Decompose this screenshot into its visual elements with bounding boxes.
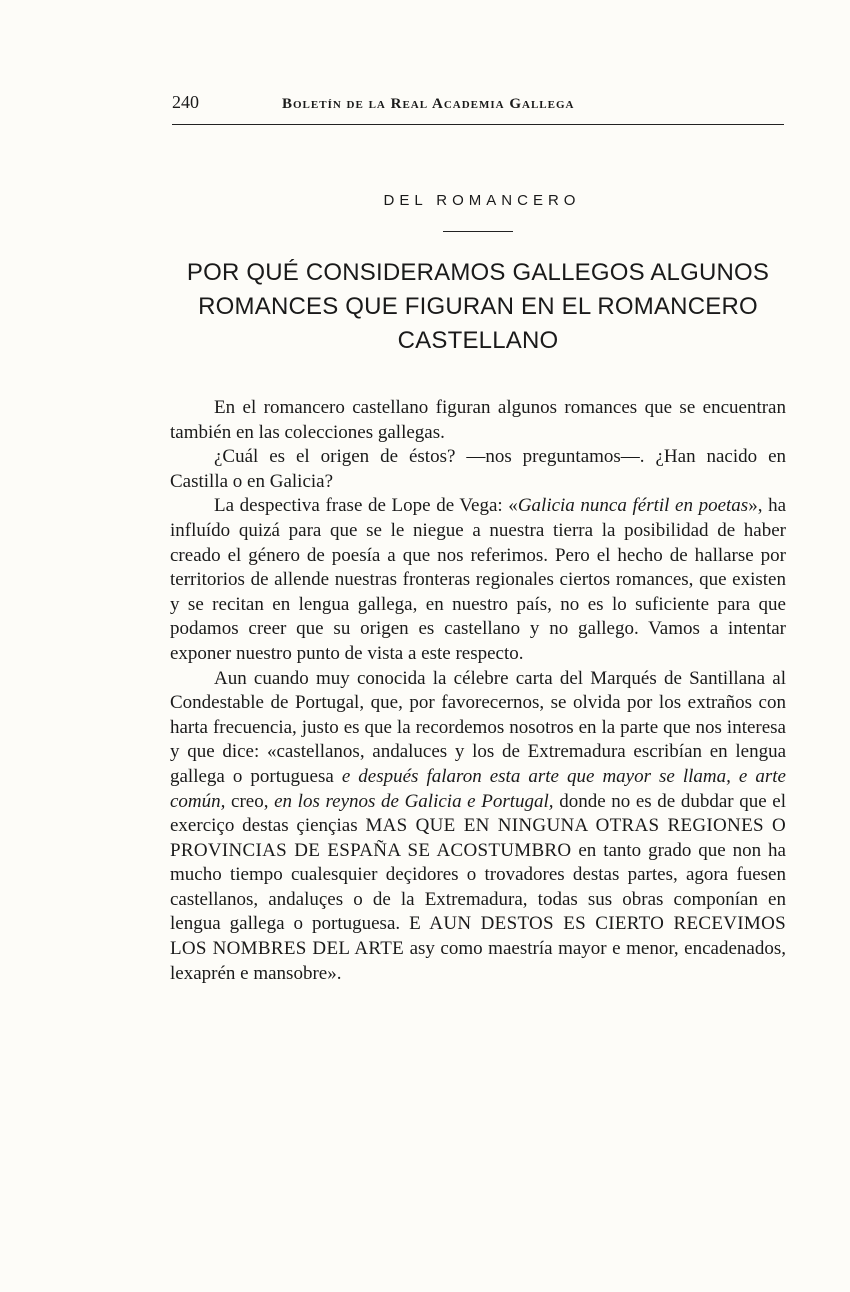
p3-quote: Galicia nunca fértil en poetas [517, 495, 749, 517]
p3-text-b: », ha influído quizá para que se le niegue a nuestra tierra la posibilidad de haber creado el género de poesía a que nos referimos. Pero el hecho de hallarse por territorios de allende nuestras fronteras regionales ciertos romances, que existen y se recitan en lengua gallega, en nuestro país, no es lo suficiente para que podamos creer que su origen es castellano y no gallego. Vamos a intentar exponer nuestro punto de vista a este respecto. [170, 495, 787, 664]
p3-text-a: La despectiva frase de Lope de Vega: « [214, 495, 518, 517]
article-body [170, 396, 786, 986]
header-rule [172, 124, 784, 125]
title-line-1: POR QUÉ CONSIDERAMOS GALLEGOS ALGUNOS [186, 259, 770, 286]
p4-text-c: donde no es de dubdar que el exerciço destas çiençias [170, 790, 787, 837]
paragraph-1: En el romancero castellano figuran algunos romances que se encuentran también en las colecciones gallegas. [170, 397, 786, 443]
p4-text-e: asy como maestría mayor e menor, encadenados, lexaprén e mansobre». [170, 938, 786, 984]
p4-caps-2: E AUN DESTOS ES CIERTO RECEVIMOS LOS NOMBRES DEL ARTE [170, 913, 786, 960]
running-head [172, 92, 784, 113]
p4-text-d: en tanto grado que non ha mucho tiempo cualesquier deçidores o trovadores destas partes, agora fuesen castellanos, andaluçes o de la Extremadura, todas sus obras componían en lengua gallega o portuguesa. [170, 839, 786, 935]
p4-text-a: Aun cuando muy conocida la célebre carta del Marqués de Santillana al Condestable de Portugal, que, por favorecernos, se olvida por los extraños con harta frecuencia, justo es que la recordemos nosotros en la parte que nos interesa y que dice: «castellanos, andaluces y los de Extremadura escribían en lengua gallega o portuguesa [170, 667, 786, 787]
journal-title: Boletín de la Real Academia Gallega [282, 96, 575, 112]
p4-italic-1: e después falaron esta arte que mayor se llama, e arte común, [170, 765, 786, 812]
paragraph-2: ¿Cuál es el origen de éstos? —nos preguntamos—. ¿Han nacido en Castilla o en Galicia? [170, 446, 786, 492]
p4-italic-2: en los reynos de Galicia e Portugal, [274, 790, 554, 812]
title-line-2: ROMANCES QUE FIGURAN EN EL ROMANCERO [198, 293, 758, 320]
section-label: DEL ROMANCERO [383, 192, 581, 209]
p4-text-b: creo, [231, 790, 269, 812]
paragraph-3 [170, 494, 786, 666]
p4-caps-1: MAS QUE EN NINGUNA OTRAS REGIONES O PROVINCIAS DE ESPAÑA SE ACOSTUMBRO [170, 815, 786, 861]
paragraph-4 [170, 667, 786, 987]
article-title [172, 256, 784, 358]
page-number: 240 [172, 92, 199, 112]
section-divider [443, 231, 513, 232]
title-line-3: CASTELLANO [397, 327, 559, 354]
